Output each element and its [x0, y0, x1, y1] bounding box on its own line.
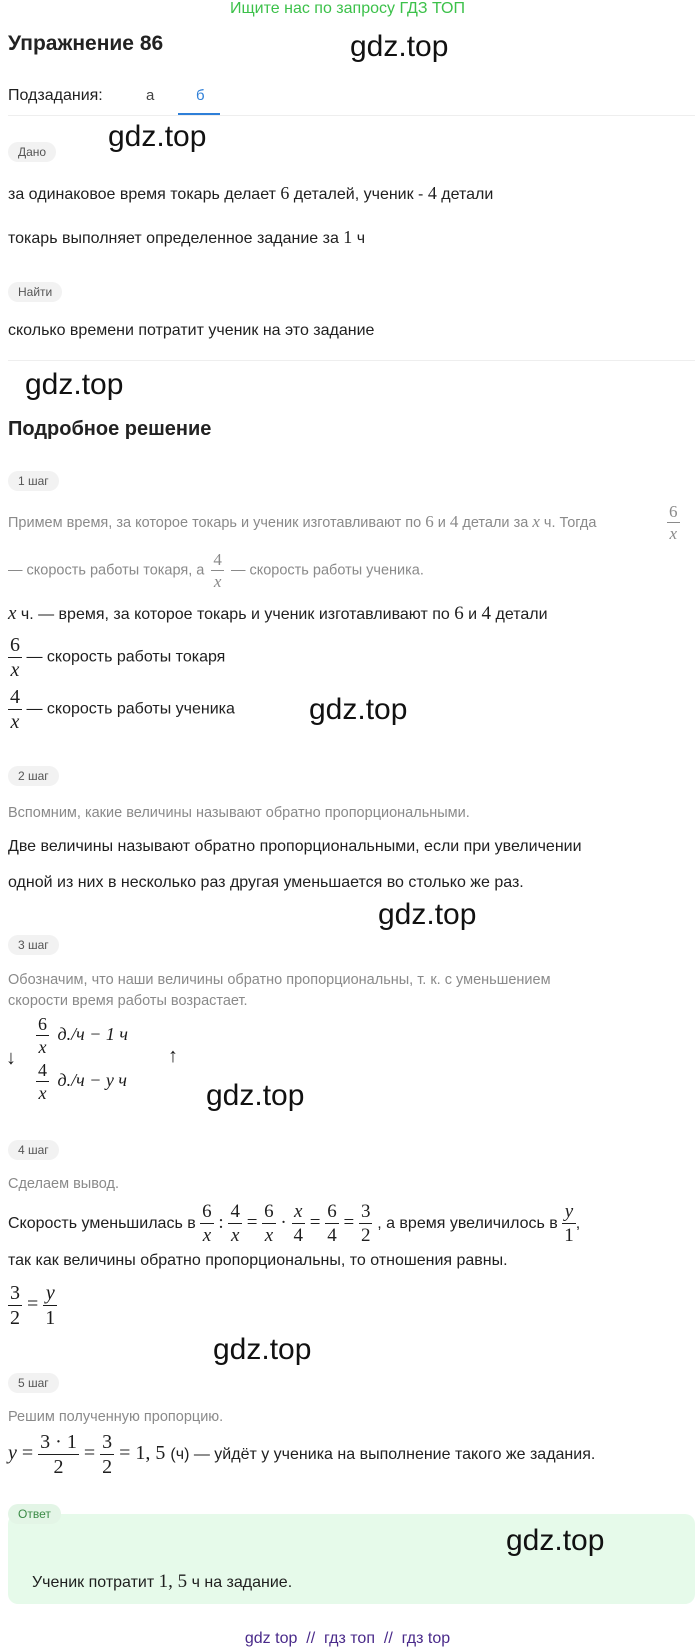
given-chip-wrap	[8, 142, 56, 162]
step1-gray-line-1: Примем время, за которое токарь и ученик изготавливают по 6 и 4 детали за x ч. Тогда	[8, 512, 597, 531]
step2-chip-wrap	[8, 766, 59, 786]
watermark: gdz.top	[378, 898, 477, 931]
step1-line-3: $\frac{4}{x}$ — скорость работы ученика	[10, 686, 235, 733]
watermark: gdz.top	[206, 1079, 305, 1112]
find-chip-wrap	[8, 282, 62, 302]
fraction-4-over-x: $\frac{4}{x}$	[10, 686, 20, 733]
section-divider	[8, 360, 695, 361]
arrow-down: ↓	[6, 1047, 16, 1069]
tab-b[interactable]: б	[196, 87, 205, 104]
step1-line-2: $\frac{6}{x}$ — скорость работы токаря	[10, 634, 226, 681]
step5-chip-wrap	[8, 1373, 59, 1393]
fraction-6-over-x: $\frac{6}{x}$	[10, 634, 20, 681]
watermark: gdz.top	[213, 1333, 312, 1366]
step5-chip: 5 шаг	[8, 1373, 59, 1393]
fraction-4-over-x: $\frac{4}{x}$	[213, 550, 222, 591]
step4-line-1: Скорость уменьшилась в $\frac{6}{x}$ : $\frac{4}{x}$ = $\frac{6}{x}$ · $\frac{x}{4}$ = $\frac{6}{4}$ = $\frac{3}{2}$ , а время увеличилось в $\frac{y}{1}$ ,	[8, 1201, 581, 1247]
watermark: gdz.top	[350, 30, 449, 63]
tabs-divider	[8, 115, 695, 116]
answer-chip-wrap	[8, 1504, 61, 1524]
step1-gray-line-2: — скорость работы токаря, а $\frac{4}{x}$ — скорость работы ученика.	[8, 550, 424, 591]
page-title: Упражнение 86	[8, 32, 164, 55]
step2-line-2: одной из них в несколько раз другая уменьшается во столько же раз.	[8, 874, 524, 891]
footer-links[interactable]: gdz top // гдз топ // гдз top	[244, 1630, 451, 1647]
find-chip: Найти	[8, 282, 62, 302]
step1-chip-wrap	[8, 471, 59, 491]
proportion-equation: $\frac{3}{2}$ = $\frac{y}{1}$	[10, 1282, 56, 1329]
answer-text: Ученик потратит 1, 5 ч на задание.	[32, 1571, 293, 1592]
proportion-row-1: $\frac{6}{x}$ д./ч − 1 ч	[38, 1014, 128, 1057]
step3-gray-2: скорости время работы возрастает.	[8, 993, 248, 1009]
step4-chip-wrap	[8, 1140, 59, 1160]
step1-line-1: x ч. — время, за которое токарь и ученик изготавливают по 6 и 4 детали	[8, 603, 548, 624]
step5-gray: Решим полученную пропорцию.	[8, 1409, 224, 1425]
answer-chip: Ответ	[8, 1504, 61, 1524]
fraction-6-over-x: $\frac{6}{x}$	[669, 502, 678, 543]
top-banner: Ищите нас по запросу ГДЗ ТОП	[230, 0, 465, 17]
step5-result: y = $\frac{3 \cdot 1}{2}$ = $\frac{3}{2}$ = 1, 5 (ч) — уйдёт у ученика на выполнение такого же задания.	[8, 1431, 596, 1478]
solution-formula: y = $\frac{3 \cdot 1}{2}$ = $\frac{3}{2}$ = 1, 5	[8, 1431, 166, 1478]
step2-chip: 2 шаг	[8, 766, 59, 786]
step4-line-2: так как величины обратно пропорциональны, то отношения равны.	[8, 1252, 508, 1269]
ratio-formula: $\frac{6}{x}$ : $\frac{4}{x}$ = $\frac{6}{x}$ · $\frac{x}{4}$ = $\frac{6}{4}$ = $\frac{3}{2}$	[202, 1201, 371, 1246]
solution-title: Подробное решение	[8, 418, 212, 440]
step2-gray: Вспомним, какие величины называют обратно пропорциональными.	[8, 805, 470, 821]
step4-gray: Сделаем вывод.	[8, 1176, 120, 1192]
given-chip: Дано	[8, 142, 56, 162]
step2-line-1: Две величины называют обратно пропорциональными, если при увеличении	[8, 838, 582, 855]
watermark: gdz.top	[108, 120, 207, 153]
given-line-2: токарь выполняет определенное задание за 1 ч	[8, 227, 366, 247]
given-line-1: за одинаковое время токарь делает 6 деталей, ученик - 4 детали	[8, 183, 494, 203]
watermark: gdz.top	[506, 1524, 605, 1557]
step3-chip: 3 шаг	[8, 935, 59, 955]
fraction-y-over-1: $\frac{y}{1}$	[564, 1201, 574, 1247]
step1-chip: 1 шаг	[8, 471, 59, 491]
step3-chip-wrap	[8, 935, 59, 955]
arrow-up: ↑	[168, 1045, 178, 1067]
step3-gray-1: Обозначим, что наши величины обратно пропорциональны, т. к. с уменьшением	[8, 972, 551, 988]
tab-a[interactable]: а	[146, 87, 155, 104]
watermark: gdz.top	[309, 693, 408, 726]
find-text: сколько времени потратит ученик на это задание	[8, 322, 375, 339]
subtasks-label: Подзадания:	[8, 87, 103, 104]
watermark: gdz.top	[25, 368, 124, 401]
step4-chip: 4 шаг	[8, 1140, 59, 1160]
proportion-row-2: $\frac{4}{x}$ д./ч − y ч	[38, 1060, 127, 1103]
